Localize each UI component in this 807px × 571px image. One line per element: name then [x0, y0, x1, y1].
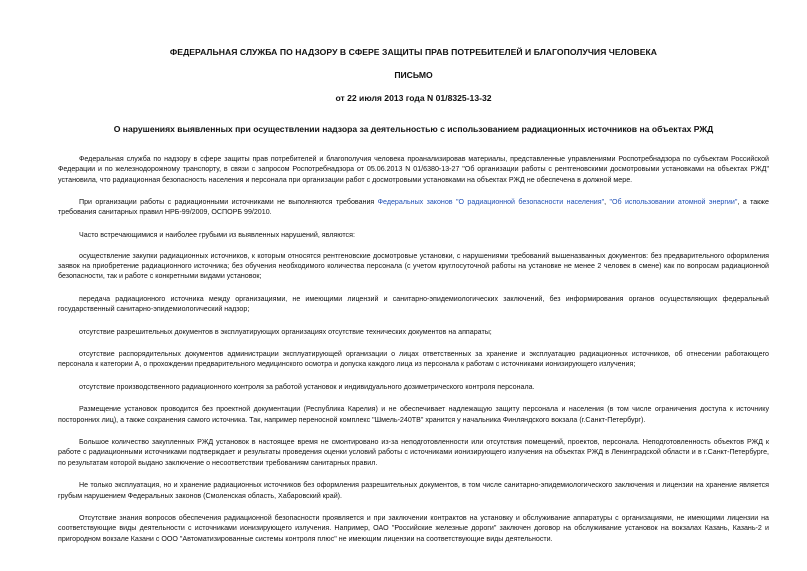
paragraph-violation-admin-documents: отсутствие распорядительных документов администрации эксплуатирующей организации о лицах ответственных за хранение и эксплуатацию радиационных источников, об отнесении работающего персонала к категории А, о прохождении предварительного медицинского осмотра и допуска каждого лица из персонала к работам с источниками ионизирующего излучения;	[58, 350, 769, 369]
paragraph-unmounted-installations: Большое количество закупленных РЖД установок в настоящее время не смонтировано из-за неподготовленности или отсутствия помещений, проектов, персонала. Неподготовленность объектов РЖД к работе с радиационными источниками подтверждает и результаты проведения оценки условий работы с источниками ионизирующего излучения на объектах РЖД в Ленинградской области и в г.Санкт-Петербурге, по результатам которой выдано заключение о несоответствии требованиям санитарных правил.	[58, 438, 769, 467]
document-type: ПИСЬМО	[394, 70, 433, 80]
paragraph-violations-intro: Часто встречающимися и наиболее грубыми из выявленных нарушений, являются:	[79, 230, 355, 239]
paragraph-requirements	[58, 197, 769, 218]
paragraph-violation-procurement: осуществление закупки радиационных источников, к которым относятся рентгеновские досмотровые установки, с нарушениями требований вышеназванных документов: без предварительного оформления заявок на приобретение радиационного источника; без обучения необходимого количества персонала (с учетом круглосуточной работы на установке не менее 2 человек в смене) как по вопросам радиационной безопасности, так и работе с конкретными видами установок;	[58, 251, 769, 281]
document-subject: О нарушениях выявленных при осуществлении надзора за деятельностью с использованием радиационных источников на объектах РЖД	[113, 124, 714, 134]
paragraph-violation-transfer: передача радиационного источника между организациями, не имеющими лицензий и санитарно-эпидемиологических заключений, без информирования органов осуществляющих федеральный государственный санитарно-эпидемиологический надзор;	[58, 294, 769, 314]
paragraph-violation-control: отсутствие производственного радиационного контроля за работой установок и индивидуального дозиметрического контроля персонала.	[79, 382, 535, 391]
document-date-number: от 22 июля 2013 года N 01/8325-13-32	[335, 93, 492, 103]
link-federal-law-atomic-energy[interactable]: "Об использовании атомной энергии"	[609, 198, 738, 207]
paragraph-placement: Размещение установок проводится без проектной документации (Республика Карелия) и не обеспечивает надлежащую защиту персонала и населения (в том числе ограничения доступа к источнику посторонних лиц), а также сохранения самого источника. Так, например переносной комплекс "Шмель-240ТВ" хранится у начальника Финляндского вокзала (г.Санкт-Петербург).	[58, 405, 769, 424]
paragraph-violation-permits: отсутствие разрешительных документов в эксплуатирующих организациях отсутствие технических документов на аппараты;	[79, 327, 492, 336]
paragraph-intro: Федеральная служба по надзору в сфере защиты прав потребителей и благополучия человека проанализировав материалы, представленные управлениями Роспотребнадзора по субъектам Российской Федерации и по железнодорожному транспорту, в связи с запросом Роспотребнадзора от 05.06.2013 N 01/6380-13-27 "Об организации работы с рентгеновскими досмотровыми установками на объектах РЖД" установила, что радиационная безопасность населения и персонала при организации работ с досмотровыми установками на объектах РЖД не обеспечена в должной мере.	[58, 155, 769, 184]
paragraph-requirements-text-after: , а также требования санитарных правил НРБ-99/2009, ОСПОРБ 99/2010.	[58, 198, 769, 217]
document-body	[58, 154, 769, 544]
link-federal-law-radiation-safety[interactable]: Федеральных законов "О радиационной безопасности населения"	[377, 198, 605, 207]
organization-heading: ФЕДЕРАЛЬНАЯ СЛУЖБА ПО НАДЗОРУ В СФЕРЕ ЗАЩИТЫ ПРАВ ПОТРЕБИТЕЛЕЙ И БЛАГОПОЛУЧИЯ ЧЕЛОВЕКА	[169, 47, 658, 57]
paragraph-requirements-separator: ,	[604, 198, 610, 207]
paragraph-contracts: Отсутствие знания вопросов обеспечения радиационной безопасности проявляется и при заключении контрактов на установку и обслуживание аппаратуры с организациями, не имеющими лицензии на соответствующие виды деятельности с источниками ионизирующего излучения. Например, ОАО "Российские железные дороги" заключен договор на обслуживание установок на вокзалах Казань, Казань-2 и пригородном вокзале Казани с ООО "Автоматизированные системы контроля плюс" не имеющим лицензии на соответствующие виды деятельности.	[58, 514, 769, 543]
paragraph-requirements-text-before: При организации работы с радиационными источниками не выполняются требования	[79, 198, 378, 207]
paragraph-storage: Не только эксплуатация, но и хранение радиационных источников без оформления разрешительных документов, в том числе санитарно-эпидемиологического заключения и лицензии на хранение является грубым нарушением Федеральных законов (Смоленская область, Хабаровский край).	[58, 481, 769, 500]
